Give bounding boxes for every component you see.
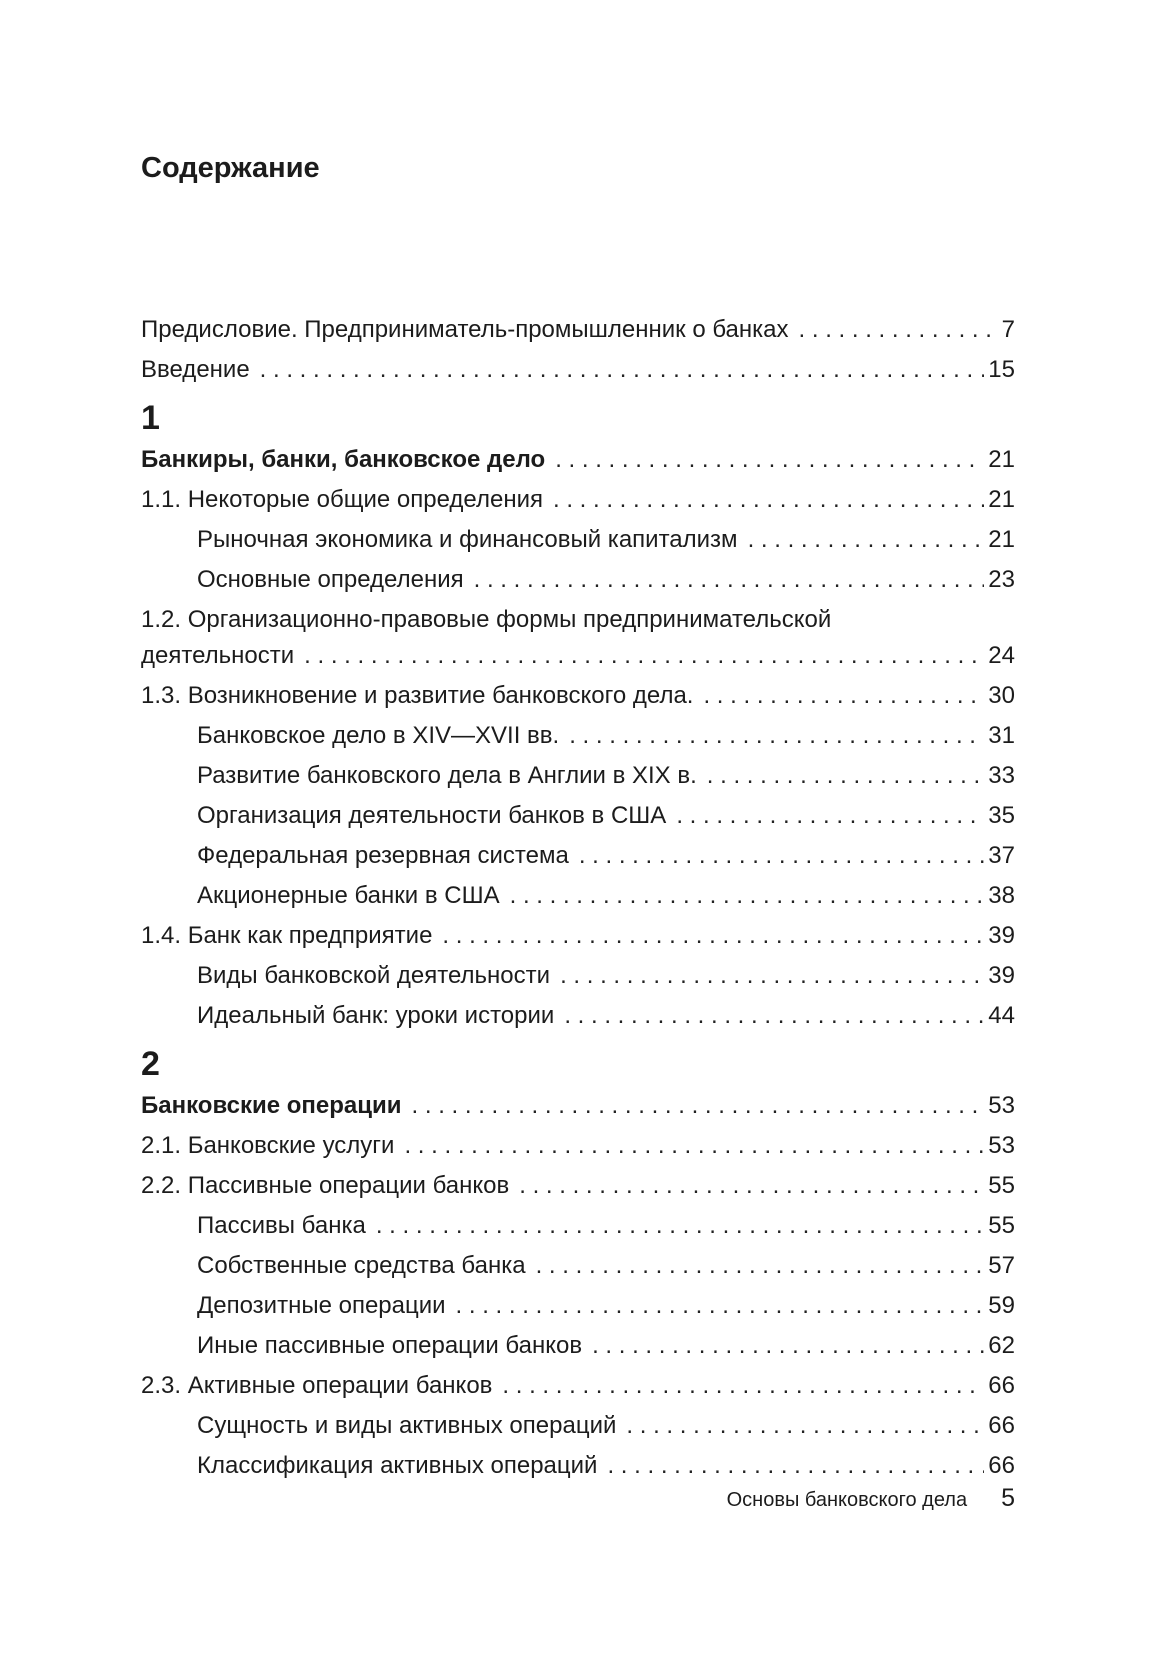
dot-leader bbox=[748, 520, 985, 560]
toc-page-number: 37 bbox=[988, 842, 1015, 869]
toc-page-number: 59 bbox=[988, 1292, 1015, 1319]
dot-leader bbox=[536, 1246, 985, 1286]
dot-leader bbox=[592, 1326, 984, 1366]
toc-entry-title: Федеральная резервная система bbox=[197, 842, 569, 869]
toc-entry-title: Банковское дело в XIV—XVII вв. bbox=[197, 722, 560, 749]
toc-entry-introduction[interactable] bbox=[141, 350, 1015, 390]
dot-leader bbox=[304, 636, 984, 676]
chapter-heading-title: Банковские операции bbox=[141, 1092, 402, 1119]
chapter-number: 1 bbox=[141, 399, 160, 437]
toc-page-number: 23 bbox=[988, 566, 1015, 593]
toc-section[interactable] bbox=[141, 916, 1015, 956]
toc-entry-title: Организация деятельности банков в США bbox=[197, 802, 667, 829]
toc-page-number: 33 bbox=[988, 762, 1015, 789]
toc-subsection[interactable] bbox=[141, 560, 1015, 600]
dot-leader bbox=[676, 796, 984, 836]
toc-page-number: 24 bbox=[988, 642, 1015, 669]
toc-entry-title: Сущность и виды активных операций bbox=[197, 1412, 617, 1439]
toc-section[interactable] bbox=[141, 1366, 1015, 1406]
toc-entry-title: Развитие банковского дела в Англии в XIX в. bbox=[197, 762, 697, 789]
dot-leader bbox=[607, 1446, 984, 1486]
toc-page-number: 66 bbox=[988, 1372, 1015, 1399]
toc-page-number: 53 bbox=[988, 1092, 1015, 1119]
toc-entry-title: Виды банковской деятельности bbox=[197, 962, 551, 989]
toc-entry-title: Пассивы банка bbox=[197, 1212, 366, 1239]
toc-subsection[interactable] bbox=[141, 876, 1015, 916]
toc-page-number: 39 bbox=[988, 922, 1015, 949]
toc-page-number: 55 bbox=[988, 1212, 1015, 1239]
toc-subsection[interactable] bbox=[141, 520, 1015, 560]
toc-page-number: 53 bbox=[988, 1132, 1015, 1159]
toc-entry-title: Предисловие. Предприниматель-промышленник о банках bbox=[141, 316, 789, 343]
dot-leader bbox=[569, 716, 984, 756]
toc-subsection[interactable] bbox=[141, 1206, 1015, 1246]
toc-subsection[interactable] bbox=[141, 716, 1015, 756]
dot-leader bbox=[442, 916, 984, 956]
toc-page-number: 66 bbox=[988, 1412, 1015, 1439]
toc-list bbox=[141, 310, 1015, 1486]
dot-leader bbox=[502, 1366, 984, 1406]
toc-entry-title-line2: деятельности bbox=[141, 642, 295, 669]
page-number: 5 bbox=[1001, 1484, 1015, 1512]
toc-entry-title: Идеальный банк: уроки истории bbox=[197, 1002, 555, 1029]
toc-subsection[interactable] bbox=[141, 1326, 1015, 1366]
chapter-heading[interactable] bbox=[141, 1086, 1015, 1126]
chapter-heading[interactable] bbox=[141, 440, 1015, 480]
dot-leader bbox=[456, 1286, 985, 1326]
toc-subsection[interactable] bbox=[141, 836, 1015, 876]
toc-subsection[interactable] bbox=[141, 1286, 1015, 1326]
toc-page-number: 44 bbox=[988, 1002, 1015, 1029]
toc-entry-preface[interactable] bbox=[141, 310, 1015, 350]
chapter-heading-title: Банкиры, банки, банковское дело bbox=[141, 446, 546, 473]
dot-leader bbox=[553, 480, 984, 520]
toc-entry-title-line1: 1.2. Организационно-правовые формы предпринимательской bbox=[141, 606, 832, 633]
toc-section[interactable] bbox=[141, 676, 1015, 716]
toc-entry-title: 1.4. Банк как предприятие bbox=[141, 922, 433, 949]
toc-subsection[interactable] bbox=[141, 756, 1015, 796]
toc-entry-title: 1.1. Некоторые общие определения bbox=[141, 486, 543, 513]
running-book-title: Основы банковского дела bbox=[726, 1489, 968, 1511]
toc-page-number: 57 bbox=[988, 1252, 1015, 1279]
toc-subsection[interactable] bbox=[141, 1446, 1015, 1486]
toc-page-number: 35 bbox=[988, 802, 1015, 829]
toc-page-number: 38 bbox=[988, 882, 1015, 909]
dot-leader bbox=[260, 350, 985, 390]
dot-leader bbox=[510, 876, 985, 916]
toc-subsection[interactable] bbox=[141, 996, 1015, 1036]
toc-subsection[interactable] bbox=[141, 796, 1015, 836]
dot-leader bbox=[799, 310, 998, 350]
toc-section-multiline[interactable] bbox=[141, 600, 1015, 676]
toc-entry-title: 2.1. Банковские услуги bbox=[141, 1132, 395, 1159]
toc-entry-title: Введение bbox=[141, 356, 250, 383]
dot-leader bbox=[560, 956, 984, 996]
toc-page-number: 30 bbox=[988, 682, 1015, 709]
toc-page-number: 62 bbox=[988, 1332, 1015, 1359]
dot-leader bbox=[626, 1406, 984, 1446]
toc-entry-title: Классификация активных операций bbox=[197, 1452, 598, 1479]
toc-entry-title: 1.3. Возникновение и развитие банковского дела. bbox=[141, 682, 694, 709]
toc-page-number: 21 bbox=[988, 446, 1015, 473]
toc-entry-title: 2.2. Пассивные операции банков bbox=[141, 1172, 510, 1199]
toc-entry-title: 2.3. Активные операции банков bbox=[141, 1372, 493, 1399]
dot-leader bbox=[564, 996, 984, 1036]
toc-page-number: 7 bbox=[1001, 316, 1015, 343]
toc-page-number: 21 bbox=[988, 486, 1015, 513]
toc-page-number: 66 bbox=[988, 1452, 1015, 1479]
dot-leader bbox=[579, 836, 984, 876]
toc-page-number: 39 bbox=[988, 962, 1015, 989]
toc-subsection[interactable] bbox=[141, 1406, 1015, 1446]
toc-entry-title: Рыночная экономика и финансовый капитализм bbox=[197, 526, 738, 553]
toc-page-number: 55 bbox=[988, 1172, 1015, 1199]
dot-leader bbox=[404, 1126, 984, 1166]
toc-page-number: 21 bbox=[988, 526, 1015, 553]
toc-section[interactable] bbox=[141, 1166, 1015, 1206]
toc-subsection[interactable] bbox=[141, 1246, 1015, 1286]
page-footer bbox=[727, 1484, 1015, 1513]
page-title: Содержание bbox=[141, 152, 320, 184]
toc-entry-continuation bbox=[141, 636, 1015, 676]
dot-leader bbox=[519, 1166, 984, 1206]
dot-leader bbox=[412, 1086, 985, 1126]
dot-leader bbox=[703, 676, 984, 716]
toc-entry-title: Иные пассивные операции банков bbox=[197, 1332, 583, 1359]
toc-page-number: 31 bbox=[988, 722, 1015, 749]
dot-leader bbox=[376, 1206, 984, 1246]
toc-section[interactable] bbox=[141, 480, 1015, 520]
dot-leader bbox=[474, 560, 985, 600]
dot-leader bbox=[555, 440, 984, 480]
toc-entry-title: Депозитные операции bbox=[197, 1292, 446, 1319]
dot-leader bbox=[707, 756, 985, 796]
chapter-number: 2 bbox=[141, 1045, 160, 1083]
toc-entry-title: Собственные средства банка bbox=[197, 1252, 526, 1279]
toc-entry-title: Основные определения bbox=[197, 566, 464, 593]
toc-entry-title: Акционерные банки в США bbox=[197, 882, 500, 909]
toc-section[interactable] bbox=[141, 1126, 1015, 1166]
toc-subsection[interactable] bbox=[141, 956, 1015, 996]
toc-page-number: 15 bbox=[988, 356, 1015, 383]
